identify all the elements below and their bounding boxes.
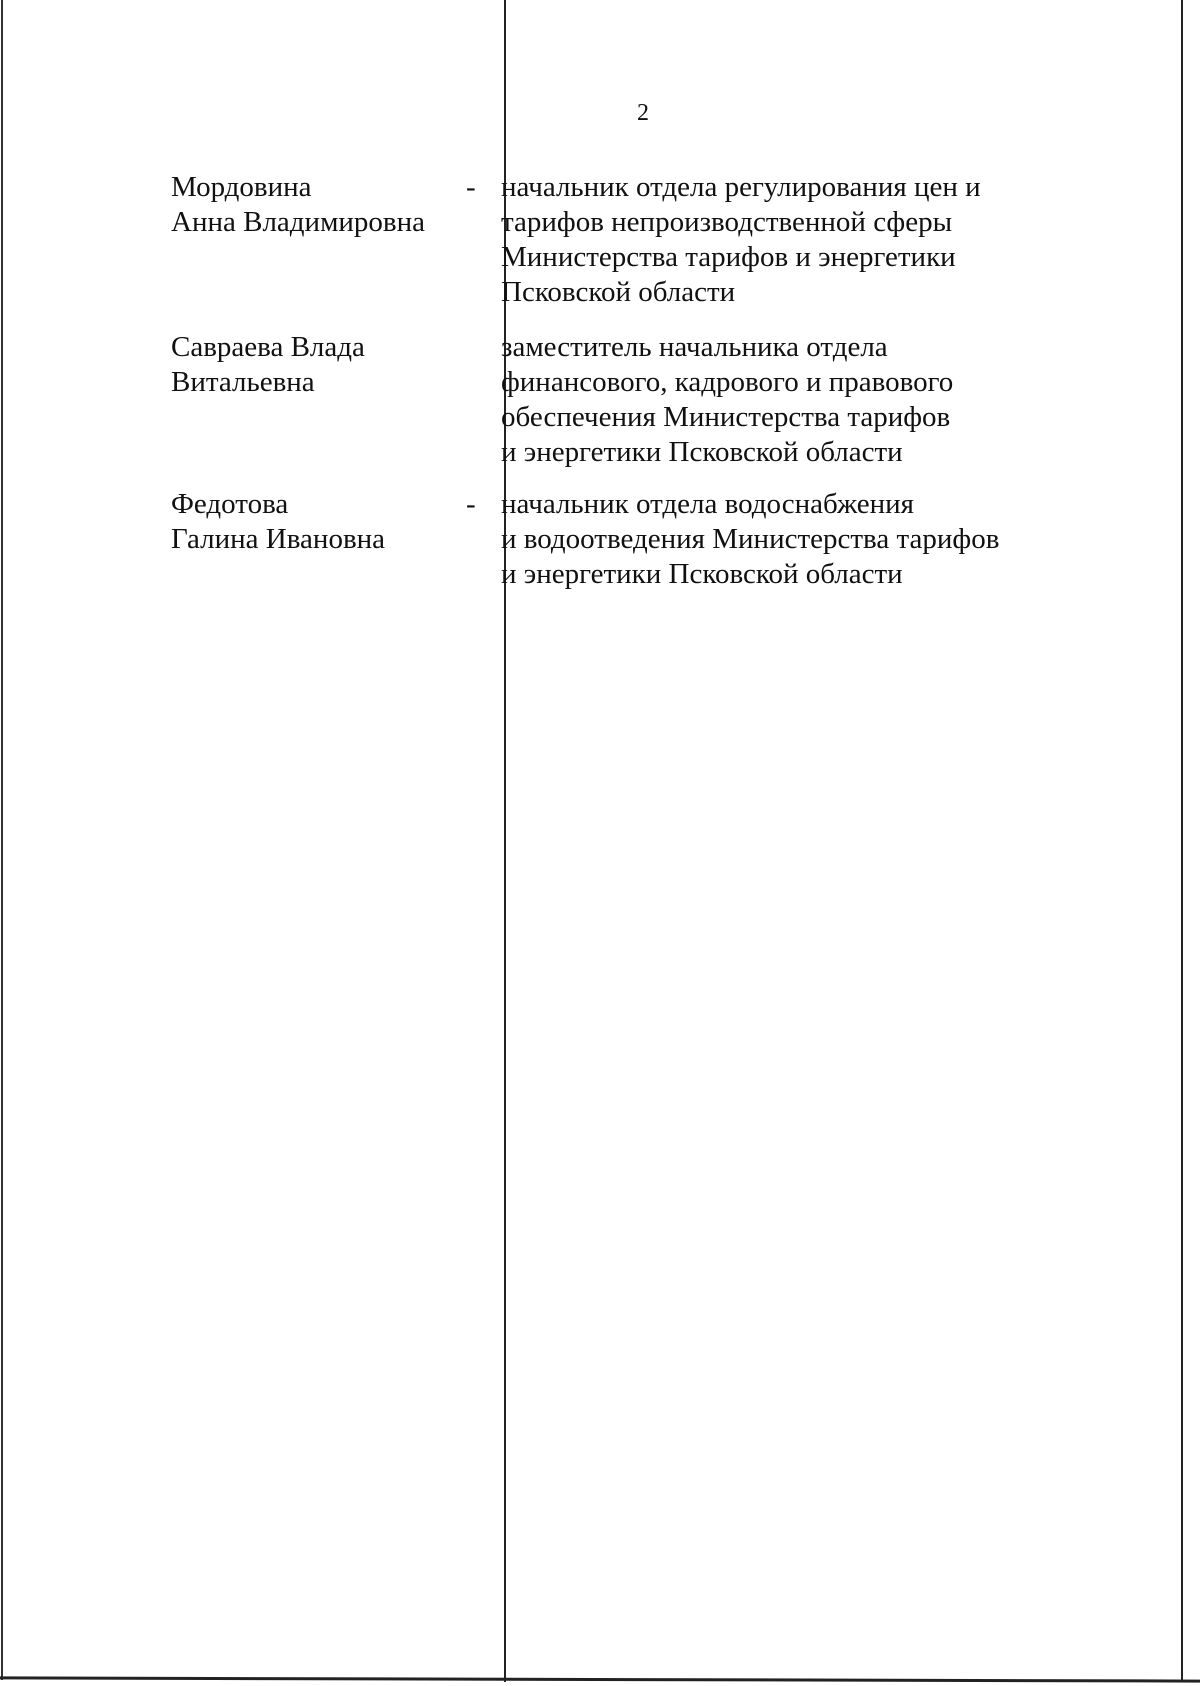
position-line: обеспечения Министерства тарифов (501, 401, 951, 433)
bottom-page-edge (0, 1676, 1200, 1682)
person-name (171, 487, 385, 557)
dash: - (466, 488, 476, 520)
position-line: финансового, кадрового и правового (501, 366, 954, 398)
person-name (171, 170, 425, 240)
position-line: заместитель начальника отдела (501, 331, 888, 363)
name-line: Мордовина (171, 171, 312, 203)
name-line: Галина Ивановна (171, 523, 386, 555)
name-line: Федотова (171, 488, 289, 520)
right-page-edge (1181, 0, 1183, 1680)
position-line: и энергетики Псковской области (501, 436, 903, 468)
name-line: Анна Владимировна (171, 206, 426, 238)
page-number: 2 (637, 100, 649, 126)
person-position (501, 330, 953, 470)
name-line: Савраева Влада (171, 331, 365, 363)
position-line: и водоотведения Министерства тарифов (501, 523, 1000, 555)
position-line: Псковской области (501, 276, 736, 308)
position-line: начальник отдела водоснабжения (501, 488, 914, 520)
position-line: начальник отдела регулирования цен и (501, 171, 981, 203)
position-line: и энергетики Псковской области (501, 558, 903, 590)
left-page-edge (1, 0, 3, 1680)
person-name (171, 330, 365, 400)
position-line: тарифов непроизводственной сферы (501, 206, 953, 238)
person-position (501, 487, 999, 592)
name-line: Витальевна (171, 366, 315, 398)
position-line: Министерства тарифов и энергетики (501, 241, 956, 273)
dash: - (466, 171, 476, 203)
person-position (501, 170, 981, 310)
